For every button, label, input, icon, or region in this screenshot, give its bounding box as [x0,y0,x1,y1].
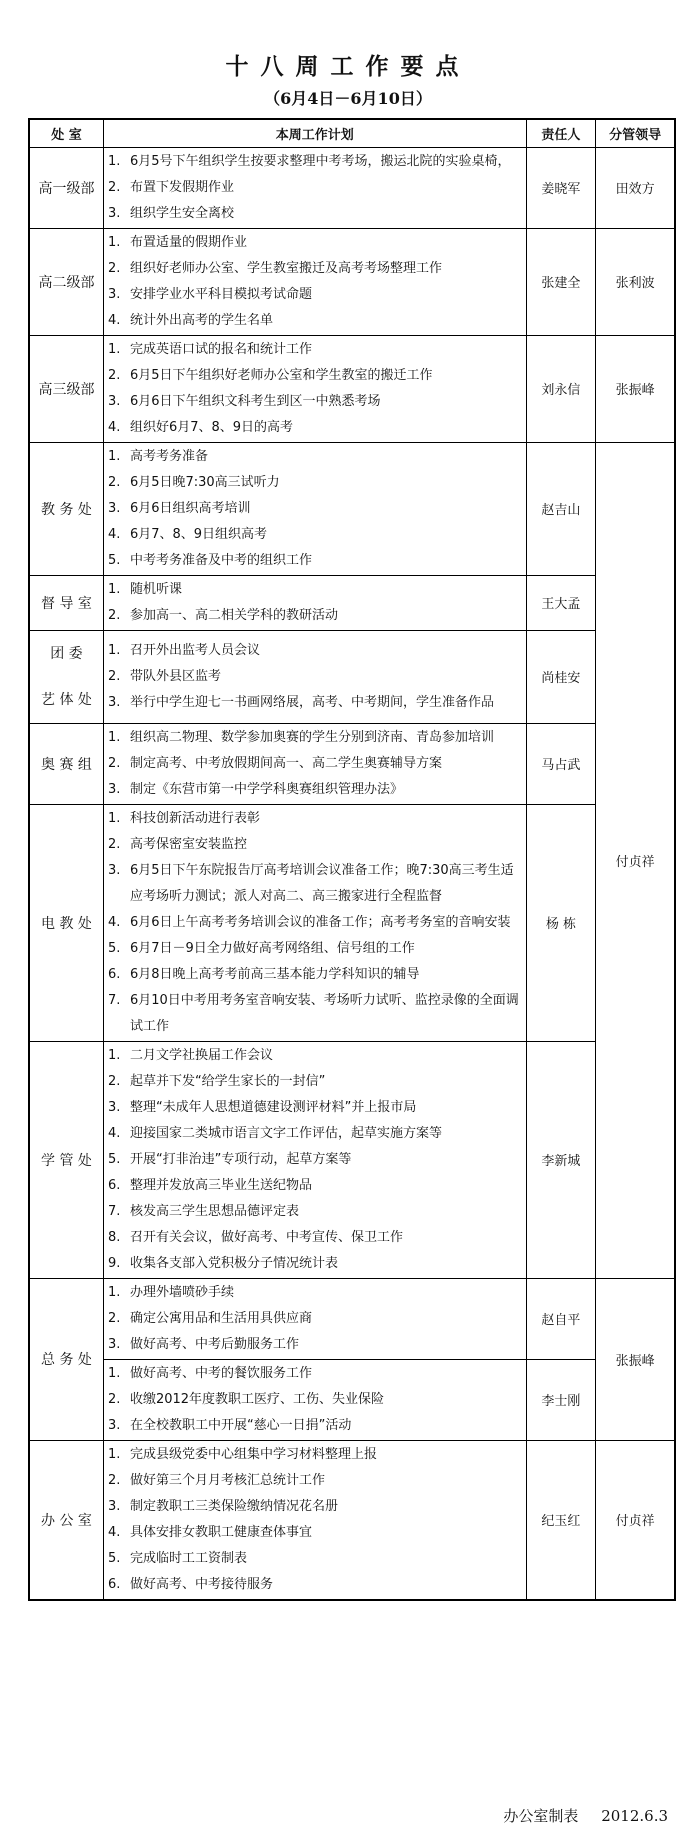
task-number: 1 . [108,230,130,256]
task-text: 6月5日晚7:30高三试听力 [129,474,280,490]
task-text: 收缴2012年度教职工医疗、工伤、失业保险 [129,1391,385,1407]
task-item [108,1520,526,1546]
task-list-cell [103,723,526,804]
task-number: 6 . [108,1173,130,1199]
task-number: 2 . [108,175,130,201]
task-text: 完成县级党委中心组集中学习材料整理上报 [129,1446,377,1462]
task-item [108,1225,526,1251]
task-number: 1 . [108,337,130,363]
page-subtitle: （6月4日－6月10日） [264,89,432,108]
owner-cell: 刘永信 [526,335,596,442]
task-number: 5 . [108,936,130,962]
owner-cell: 姜晓军 [526,147,596,228]
task-item [108,1361,526,1387]
task-text: 高考考务准备 [129,448,208,464]
task-text: 组织高二物理、数学参加奥赛的学生分别到济南、青岛参加培训 [129,729,494,745]
task-text: 组织好6月7、8、9日的高考 [129,419,294,435]
task-item [108,1069,526,1095]
task-number: 3 . [108,1413,130,1439]
task-text: 起草并下发“给学生家长的一封信” [129,1073,326,1089]
task-number: 4 . [108,522,130,548]
table-body [29,147,675,1600]
task-number: 2 . [108,1387,130,1413]
task-item [108,690,526,716]
task-number: 1 . [108,444,130,470]
task-text: 中考考务准备及中考的组织工作 [129,552,312,568]
owner-cell: 张建全 [526,228,596,335]
page-title: 十八周工作要点 [225,53,471,80]
task-number: 2 . [108,363,130,389]
table-row [29,147,675,228]
table-row [29,630,675,723]
task-item [108,201,526,227]
task-number: 3 . [108,1095,130,1121]
task-item [108,1494,526,1520]
task-number: 8 . [108,1225,130,1251]
table-row [29,804,675,1041]
task-list-cell [103,442,526,575]
task-text: 制定教职工三类保险缴纳情况花名册 [129,1498,338,1514]
header-leader: 分管领导 [596,119,675,147]
task-number: 5 . [108,1147,130,1173]
owner-cell: 尚桂安 [526,630,596,723]
task-item [108,470,526,496]
task-text: 迎接国家二类城市语言文字工作评估，起草实施方案等 [129,1125,442,1141]
task-text: 召开有关会议，做好高考、中考宣传、保卫工作 [129,1229,403,1245]
task-number: 1 . [108,1280,130,1306]
task-text: 做好第三个月月考核汇总统计工作 [129,1472,325,1488]
task-text: 统计外出高考的学生名单 [129,312,273,328]
task-text: 制定《东营市第一中学学科奥赛组织管理办法》 [129,781,403,797]
task-item [108,496,526,522]
dept-line: 艺 体 处 [41,691,92,708]
task-text: 整理“未成年人思想道德建设测评材料”并上报市局 [129,1099,417,1115]
dept-cell: 教 务 处 [29,442,103,575]
dept-cell: 高一级部 [29,147,103,228]
task-text: 核发高三学生思想品德评定表 [129,1203,299,1219]
task-text: 6月10日中考用考务室音响安装、考场听力试听、监控录像的全面调试工作 [129,992,519,1034]
task-item [108,832,526,858]
task-number: 2 . [108,751,130,777]
task-item [108,1306,526,1332]
owner-cell: 李士刚 [526,1359,596,1440]
task-list-cell [103,147,526,228]
task-item [108,725,526,751]
task-text: 6月6日下午组织文科考生到区一中熟悉考场 [129,393,381,409]
task-item [108,1387,526,1413]
leader-cell: 张振峰 [596,1278,675,1440]
task-number: 3 . [108,777,130,803]
task-number: 4 . [108,910,130,936]
task-text: 做好高考、中考后勤服务工作 [129,1336,299,1352]
task-number: 1 . [108,1361,130,1387]
task-list-cell [103,228,526,335]
task-number: 2 . [108,832,130,858]
task-item [108,858,526,910]
task-item [108,337,526,363]
task-number: 2 . [108,1069,130,1095]
task-item [108,1251,526,1277]
task-text: 带队外县区监考 [129,668,221,684]
task-number: 1 . [108,149,130,175]
leader-cell: 付贞祥 [596,1440,675,1600]
task-number: 9 . [108,1251,130,1277]
task-item [108,1442,526,1468]
task-list-cell [103,1041,526,1278]
task-item [108,1572,526,1598]
task-item [108,522,526,548]
task-text: 布置下发假期作业 [129,179,234,195]
task-text: 6月5日下午组织好老师办公室和学生教室的搬迁工作 [129,367,433,383]
task-text: 6月7、8、9日组织高考 [129,526,268,542]
task-text: 完成临时工工资制表 [129,1550,247,1566]
task-number: 4 . [108,415,130,441]
owner-cell: 杨 栋 [526,804,596,1041]
task-text: 6月8日晚上高考考前高三基本能力学科知识的辅导 [129,966,420,982]
dept-cell: 办 公 室 [29,1440,103,1600]
task-number: 2 . [108,256,130,282]
dept-cell: 高二级部 [29,228,103,335]
table-row [29,335,675,442]
task-item [108,308,526,334]
dept-line: 团 委 [50,645,83,662]
footer-date: 2012.6.3 [601,1807,668,1825]
leader-cell: 张振峰 [596,335,675,442]
task-number: 3 . [108,201,130,227]
task-list-cell [103,1440,526,1600]
task-item [108,548,526,574]
task-number: 3 . [108,1332,130,1358]
table-row [29,1440,675,1600]
task-number: 3 . [108,282,130,308]
owner-cell: 王大孟 [526,575,596,630]
task-text: 组织学生安全离校 [129,205,234,221]
task-number: 3 . [108,1494,130,1520]
task-text: 开展“打非治违”专项行动，起草方案等 [129,1151,352,1167]
task-text: 召开外出监考人员会议 [129,642,260,658]
dept-cell: 高三级部 [29,335,103,442]
owner-cell: 李新城 [526,1041,596,1278]
table-row [29,228,675,335]
task-number: 6 . [108,1572,130,1598]
task-number: 2 . [108,1306,130,1332]
task-list-cell [103,630,526,723]
task-number: 7 . [108,988,130,1040]
task-text: 在全校教职工中开展“慈心一日捐”活动 [129,1417,352,1433]
table-row [29,1041,675,1278]
task-text: 收集各支部入党积极分子情况统计表 [129,1255,338,1271]
task-item [108,1280,526,1306]
task-number: 3 . [108,690,130,716]
task-list-cell [103,1278,526,1359]
leader-cell: 田效方 [596,147,675,228]
task-item [108,149,526,175]
task-text: 参加高一、高二相关学科的教研活动 [129,607,338,623]
task-text: 制定高考、中考放假期间高一、高二学生奥赛辅导方案 [129,755,442,771]
owner-cell: 马占武 [526,723,596,804]
task-number: 4 . [108,308,130,334]
task-text: 6月5号下午组织学生按要求整理中考考场，搬运北院的实验桌椅， [129,153,511,169]
task-item [108,988,526,1040]
task-text: 科技创新活动进行表彰 [129,810,260,826]
footer [485,1805,668,1826]
task-text: 做好高考、中考接待服务 [129,1576,273,1592]
task-number: 1 . [108,1043,130,1069]
task-item [108,806,526,832]
task-number: 2 . [108,603,130,629]
task-item [108,936,526,962]
task-number: 5 . [108,1546,130,1572]
work-plan-table [28,118,676,1601]
table-header-row [29,119,675,147]
task-item [108,230,526,256]
leader-cell: 张利波 [596,228,675,335]
task-text: 布置适量的假期作业 [129,234,247,250]
header-plan: 本周工作计划 [103,119,526,147]
task-number: 3 . [108,389,130,415]
task-item [108,777,526,803]
task-item [108,910,526,936]
task-text: 完成英语口试的报名和统计工作 [129,341,312,357]
header-owner: 责任人 [526,119,596,147]
task-number: 3 . [108,496,130,522]
task-text: 6月6日上午高考考务培训会议的准备工作；高考考务室的音响安装 [129,914,511,930]
task-number: 4 . [108,1520,130,1546]
task-item [108,1332,526,1358]
owner-cell: 赵自平 [526,1278,596,1359]
task-number: 1 . [108,638,130,664]
task-item [108,1147,526,1173]
task-item [108,751,526,777]
dept-cell: 总 务 处 [29,1278,103,1440]
task-text: 二月文学社换届工作会议 [129,1047,273,1063]
task-item [108,1121,526,1147]
dept-cell: 督 导 室 [29,575,103,630]
task-item [108,1095,526,1121]
task-number: 1 . [108,577,130,603]
task-text: 6月6日组织高考培训 [129,500,251,516]
task-list-cell [103,1359,526,1440]
task-item [108,175,526,201]
task-item [108,1468,526,1494]
task-number: 7 . [108,1199,130,1225]
table-row [29,1278,675,1359]
task-item [108,282,526,308]
task-item [108,415,526,441]
task-item [108,962,526,988]
table-row [29,575,675,630]
leader-cell-shared: 付贞祥 [596,442,675,1278]
task-item [108,389,526,415]
header-dept: 处 室 [29,119,103,147]
table-row [29,723,675,804]
task-text: 高考保密室安装监控 [129,836,247,852]
task-text: 举行中学生迎七一书画网络展，高考、中考期间，学生准备作品 [129,694,494,710]
task-item [108,1199,526,1225]
task-item [108,1043,526,1069]
task-text: 6月7日－9日全力做好高考网络组、信号组的工作 [129,940,415,956]
task-list-cell [103,335,526,442]
task-number: 6 . [108,962,130,988]
task-list-cell [103,575,526,630]
task-item [108,577,526,603]
task-item [108,444,526,470]
task-number: 2 . [108,1468,130,1494]
task-item [108,256,526,282]
task-item [108,664,526,690]
task-number: 4 . [108,1121,130,1147]
dept-cell: 学 管 处 [29,1041,103,1278]
task-item [108,363,526,389]
task-text: 6月5日下午东院报告厅高考培训会议准备工作；晚7:30高三考生适应考场听力测试；派人对高二、高三搬家进行全程监督 [129,862,514,904]
task-number: 1 . [108,1442,130,1468]
owner-cell: 赵吉山 [526,442,596,575]
task-item [108,603,526,629]
dept-cell: 奥 赛 组 [29,723,103,804]
task-text: 随机听课 [129,581,182,597]
task-text: 安排学业水平科目模拟考试命题 [129,286,312,302]
task-text: 办理外墙喷砂手续 [129,1284,234,1300]
task-text: 具体安排女教职工健康查体事宜 [129,1524,312,1540]
task-number: 1 . [108,725,130,751]
task-item [108,1173,526,1199]
footer-maker: 办公室制表 [503,1807,579,1825]
task-number: 2 . [108,470,130,496]
task-item [108,638,526,664]
table-row [29,1359,675,1440]
table-row [29,442,675,575]
task-number: 5 . [108,548,130,574]
task-text: 整理并发放高三毕业生送纪物品 [129,1177,312,1193]
task-number: 3 . [108,858,130,910]
task-number: 1 . [108,806,130,832]
task-number: 2 . [108,664,130,690]
task-text: 做好高考、中考的餐饮服务工作 [129,1365,312,1381]
dept-cell: 电 教 处 [29,804,103,1041]
dept-cell [29,630,103,723]
task-list-cell [103,804,526,1041]
task-text: 确定公寓用品和生活用具供应商 [129,1310,312,1326]
task-text: 组织好老师办公室、学生教室搬迁及高考考场整理工作 [129,260,442,276]
task-item [108,1413,526,1439]
owner-cell: 纪玉红 [526,1440,596,1600]
task-item [108,1546,526,1572]
